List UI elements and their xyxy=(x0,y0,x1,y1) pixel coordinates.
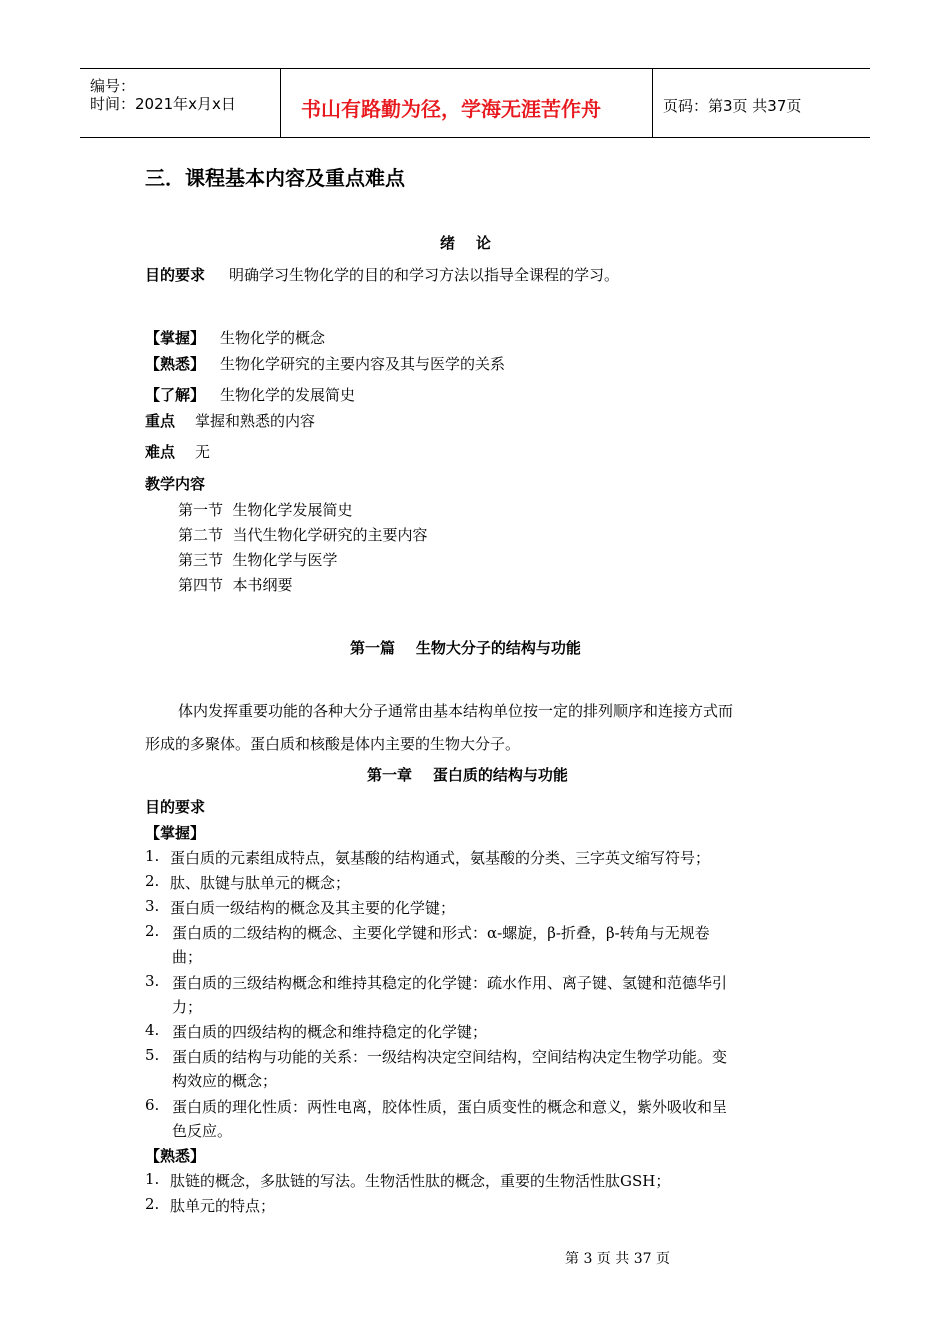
header-motto-cell xyxy=(281,69,653,137)
list-item-continuation: 力； xyxy=(172,998,203,1016)
list-item: 肽单元的特点； xyxy=(170,1197,276,1215)
item-number: 2. xyxy=(145,1195,160,1213)
difficult-label: 难点 xyxy=(145,443,176,461)
item-number: 4. xyxy=(145,1021,160,1039)
list-item: 蛋白质的四级结构的概念和维持稳定的化学键； xyxy=(172,1023,488,1041)
item-number: 2. xyxy=(145,922,160,940)
chapter-title: 第一章 蛋白质的结构与功能 xyxy=(367,766,568,784)
list-item: 第一节 生物化学发展简史 xyxy=(178,501,353,519)
page-info: 页码：第3页 共37页 xyxy=(663,97,802,115)
chapter-master-label: 【掌握】 xyxy=(145,824,206,842)
time-label: 时间：2021年x月x日 xyxy=(90,95,236,113)
item-number: 1. xyxy=(145,847,160,865)
familiar-text: 生物化学研究的主要内容及其与医学的关系 xyxy=(220,355,506,373)
item-number: 2. xyxy=(145,872,160,890)
goal-text: 明确学习生物化学的目的和学习方法以指导全课程的学习。 xyxy=(229,266,620,284)
list-item-continuation: 曲； xyxy=(172,948,203,966)
number-label: 编号： xyxy=(90,77,136,95)
item-number: 6. xyxy=(145,1096,160,1114)
part-paragraph-line: 形成的多聚体。蛋白质和核酸是体内主要的生物大分子。 xyxy=(145,735,521,753)
understand-label: 【了解】 xyxy=(145,386,206,404)
list-item: 蛋白质的结构与功能的关系：一级结构决定空间结构，空间结构决定生物学功能。变 xyxy=(172,1048,728,1066)
item-number: 3. xyxy=(145,897,160,915)
header-page-cell xyxy=(653,69,870,137)
header-meta-cell xyxy=(80,69,281,137)
list-item: 蛋白质的元素组成特点，氨基酸的结构通式，氨基酸的分类、三字英文缩写符号； xyxy=(170,849,711,867)
page-header xyxy=(80,68,870,138)
list-item: 蛋白质的三级结构概念和维持其稳定的化学键：疏水作用、离子键、氢键和范德华引 xyxy=(172,974,728,992)
part-paragraph-line: 体内发挥重要功能的各种大分子通常由基本结构单位按一定的排列顺序和连接方式而 xyxy=(178,702,734,720)
key-text: 掌握和熟悉的内容 xyxy=(195,412,316,430)
item-number: 5. xyxy=(145,1046,160,1064)
content-label: 教学内容 xyxy=(145,475,206,493)
item-number: 1. xyxy=(145,1170,160,1188)
master-text: 生物化学的概念 xyxy=(220,329,326,347)
list-item: 肽链的概念，多肽链的写法。生物活性肽的概念，重要的生物活性肽GSH； xyxy=(170,1172,671,1190)
familiar-label: 【熟悉】 xyxy=(145,355,206,373)
intro-heading: 绪 论 xyxy=(440,234,491,252)
motto: 书山有路勤为径，学海无涯苦作舟 xyxy=(301,97,601,121)
key-label: 重点 xyxy=(145,412,176,430)
list-item: 第四节 本书纲要 xyxy=(178,576,293,594)
list-item: 蛋白质一级结构的概念及其主要的化学键； xyxy=(170,899,456,917)
part-title: 第一篇 生物大分子的结构与功能 xyxy=(350,639,581,657)
understand-text: 生物化学的发展简史 xyxy=(220,386,356,404)
list-item-continuation: 色反应。 xyxy=(172,1122,233,1140)
item-number: 3. xyxy=(145,972,160,990)
goal-label: 目的要求 xyxy=(145,266,206,284)
master-label: 【掌握】 xyxy=(145,329,206,347)
difficult-text: 无 xyxy=(195,443,211,461)
chapter-familiar-label: 【熟悉】 xyxy=(145,1147,206,1165)
list-item: 肽、肽键与肽单元的概念； xyxy=(170,874,351,892)
list-item: 蛋白质的理化性质：两性电离，胶体性质，蛋白质变性的概念和意义，紫外吸收和呈 xyxy=(172,1098,728,1116)
section-title: 三．课程基本内容及重点难点 xyxy=(145,166,405,190)
list-item: 第二节 当代生物化学研究的主要内容 xyxy=(178,526,428,544)
page-footer: 第 3 页 共 37 页 xyxy=(565,1251,670,1267)
list-item-continuation: 构效应的概念； xyxy=(172,1072,278,1090)
chapter-goal-label: 目的要求 xyxy=(145,798,206,816)
list-item: 第三节 生物化学与医学 xyxy=(178,551,338,569)
list-item: 蛋白质的二级结构的概念、主要化学键和形式：α-螺旋，β-折叠，β-转角与无规卷 xyxy=(172,924,710,942)
